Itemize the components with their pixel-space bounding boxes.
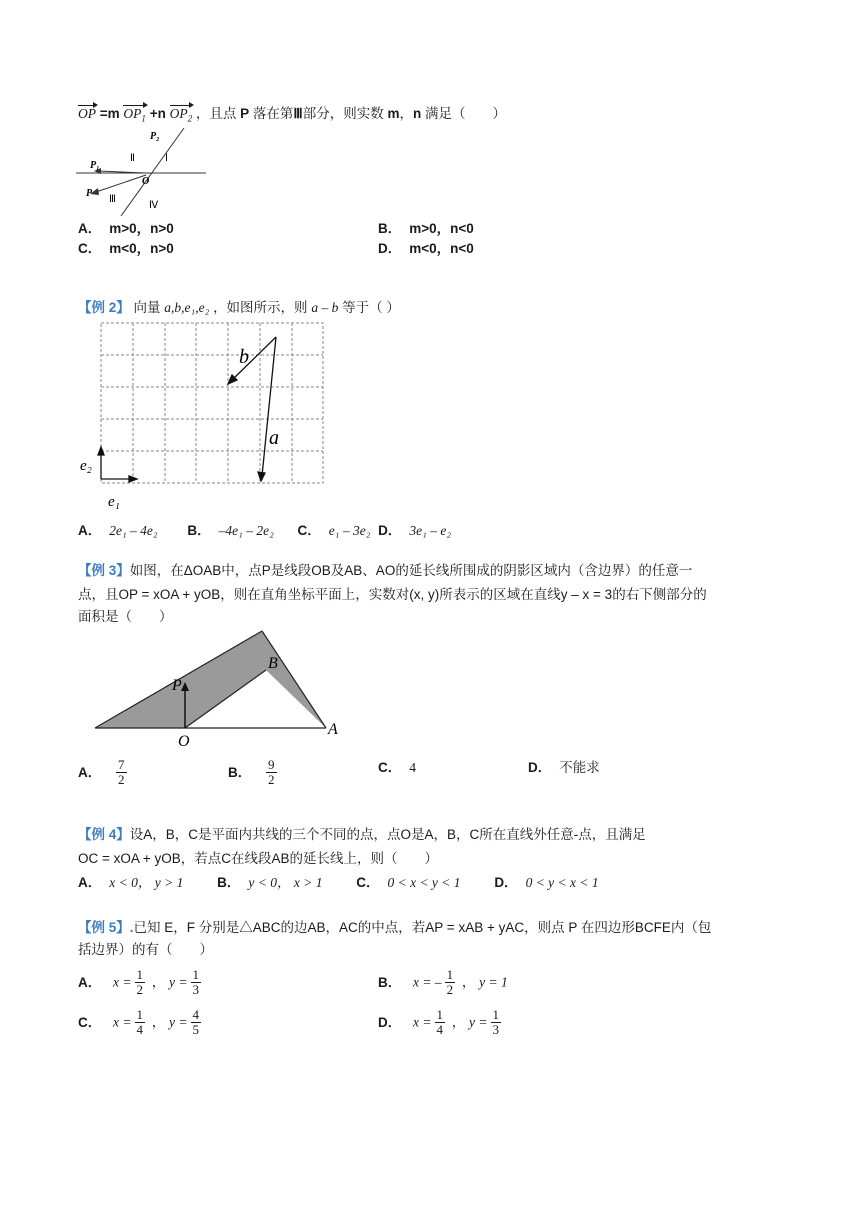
q3-option-c[interactable]: C． 4 [378, 760, 416, 775]
q2-option-d[interactable]: D． 3e₁ – e₂ [378, 523, 452, 538]
label-p: P [172, 677, 182, 694]
label-e1: e₁ [108, 494, 120, 510]
q5-option-b[interactable]: B． x = – $\frac{1}{2}$ ， y = 1 [378, 967, 508, 997]
q5-line2: 括边界）的有（ ） [78, 942, 213, 957]
q1-option-d[interactable]: D． m<0，n<0 [378, 241, 474, 256]
q2-option-a[interactable]: A． 2e₁ – 4e₂ [78, 523, 158, 538]
vector-op: OP [78, 104, 96, 124]
q1-option-b[interactable]: B． m>0，n<0 [378, 221, 474, 236]
q4-option-d[interactable]: D． 0 < y < x < 1 [494, 875, 599, 890]
vector-op2: $OP_2$ [170, 104, 193, 129]
label-o: O [142, 176, 150, 187]
label-a: a [269, 427, 279, 449]
region-3: Ⅲ [109, 194, 116, 205]
region-4: Ⅳ [149, 200, 159, 211]
q2-option-b[interactable]: B． –4e₁ – 2e₂ [187, 523, 274, 538]
label-b: b [239, 346, 249, 368]
q2-options [78, 521, 451, 541]
q2-stem: 【例 2】 向量 a,b,e₁,e₂ ，如图所示，则 a – b 等于（ ） [78, 300, 400, 315]
label-o: O [178, 733, 190, 750]
label-a: A [328, 721, 338, 738]
vector-op1: $OP_1$ [123, 104, 146, 129]
q5-line1: 【例 5】.已知 E，F 分别是△ABC的边AB，AC的中点，若AP = xAB + yAC，则点 P 在四边形BCFE内（包 [78, 920, 712, 935]
q3-figure [90, 624, 352, 750]
q4-option-c[interactable]: C． 0 < x < y < 1 [356, 875, 461, 890]
label-p: P [86, 188, 93, 199]
region-2: Ⅱ [130, 153, 135, 164]
q4-option-b[interactable]: B． y < 0， x > 1 [217, 875, 323, 890]
q4-line2: OC = xOA + yOB，若点C在线段AB的延长线上，则（ ） [78, 851, 439, 866]
q3-line2: 点，且OP = xOA + yOB，则在直角坐标平面上，实数对(x, y)所表示的区域在直线y – x = 3的右下侧部分的 [78, 587, 707, 602]
label-p2: P₂ [150, 131, 160, 142]
q3-line3: 面积是（ ） [78, 609, 173, 624]
label-e2: e₂ [80, 458, 92, 474]
q3-option-a[interactable]: A． $\frac{7}{2}$ [78, 757, 125, 787]
label-p1: P₁ [90, 160, 100, 171]
label-b: B [268, 655, 278, 672]
q2-option-c[interactable]: C． e₁ – 3e₂ [297, 523, 371, 538]
q2-figure [76, 318, 332, 518]
region-1: Ⅰ [165, 153, 168, 164]
q3-line1: 【例 3】如图，在ΔOAB中，点P是线段OB及AB、AO的延长线所围成的阴影区域内（含边界）的任意一 [78, 563, 693, 578]
q4-line1: 【例 4】设A，B，C是平面内共线的三个不同的点，点O是A，B，C所在直线外任意-点，且满足 [78, 827, 646, 842]
q5-option-c[interactable]: C． x = $\frac{1}{4}$ ， y = $\frac{4}{5}$ [78, 1007, 200, 1037]
q3-option-b[interactable]: B． $\frac{9}{2}$ [228, 757, 275, 787]
q5-option-a[interactable]: A． x = $\frac{1}{2}$ ， y = $\frac{1}{3}$ [78, 967, 200, 997]
q1-figure [76, 124, 211, 220]
q4-options [78, 873, 599, 893]
q3-option-d[interactable]: D． 不能求 [528, 760, 600, 775]
q1-option-c[interactable]: C． m<0，n>0 [78, 241, 174, 256]
q4-option-a[interactable]: A． x < 0， y > 1 [78, 875, 184, 890]
q1-stem: OP =m $OP_1 +n$ $OP_2$ ，且点 P 落在第Ⅲ部分，则实数 m，n 满足（ ） [78, 104, 506, 129]
q5-option-d[interactable]: D． x = $\frac{1}{4}$ ， y = $\frac{1}{3}$ [378, 1007, 500, 1037]
q1-option-a[interactable]: A． m>0，n>0 [78, 221, 174, 236]
